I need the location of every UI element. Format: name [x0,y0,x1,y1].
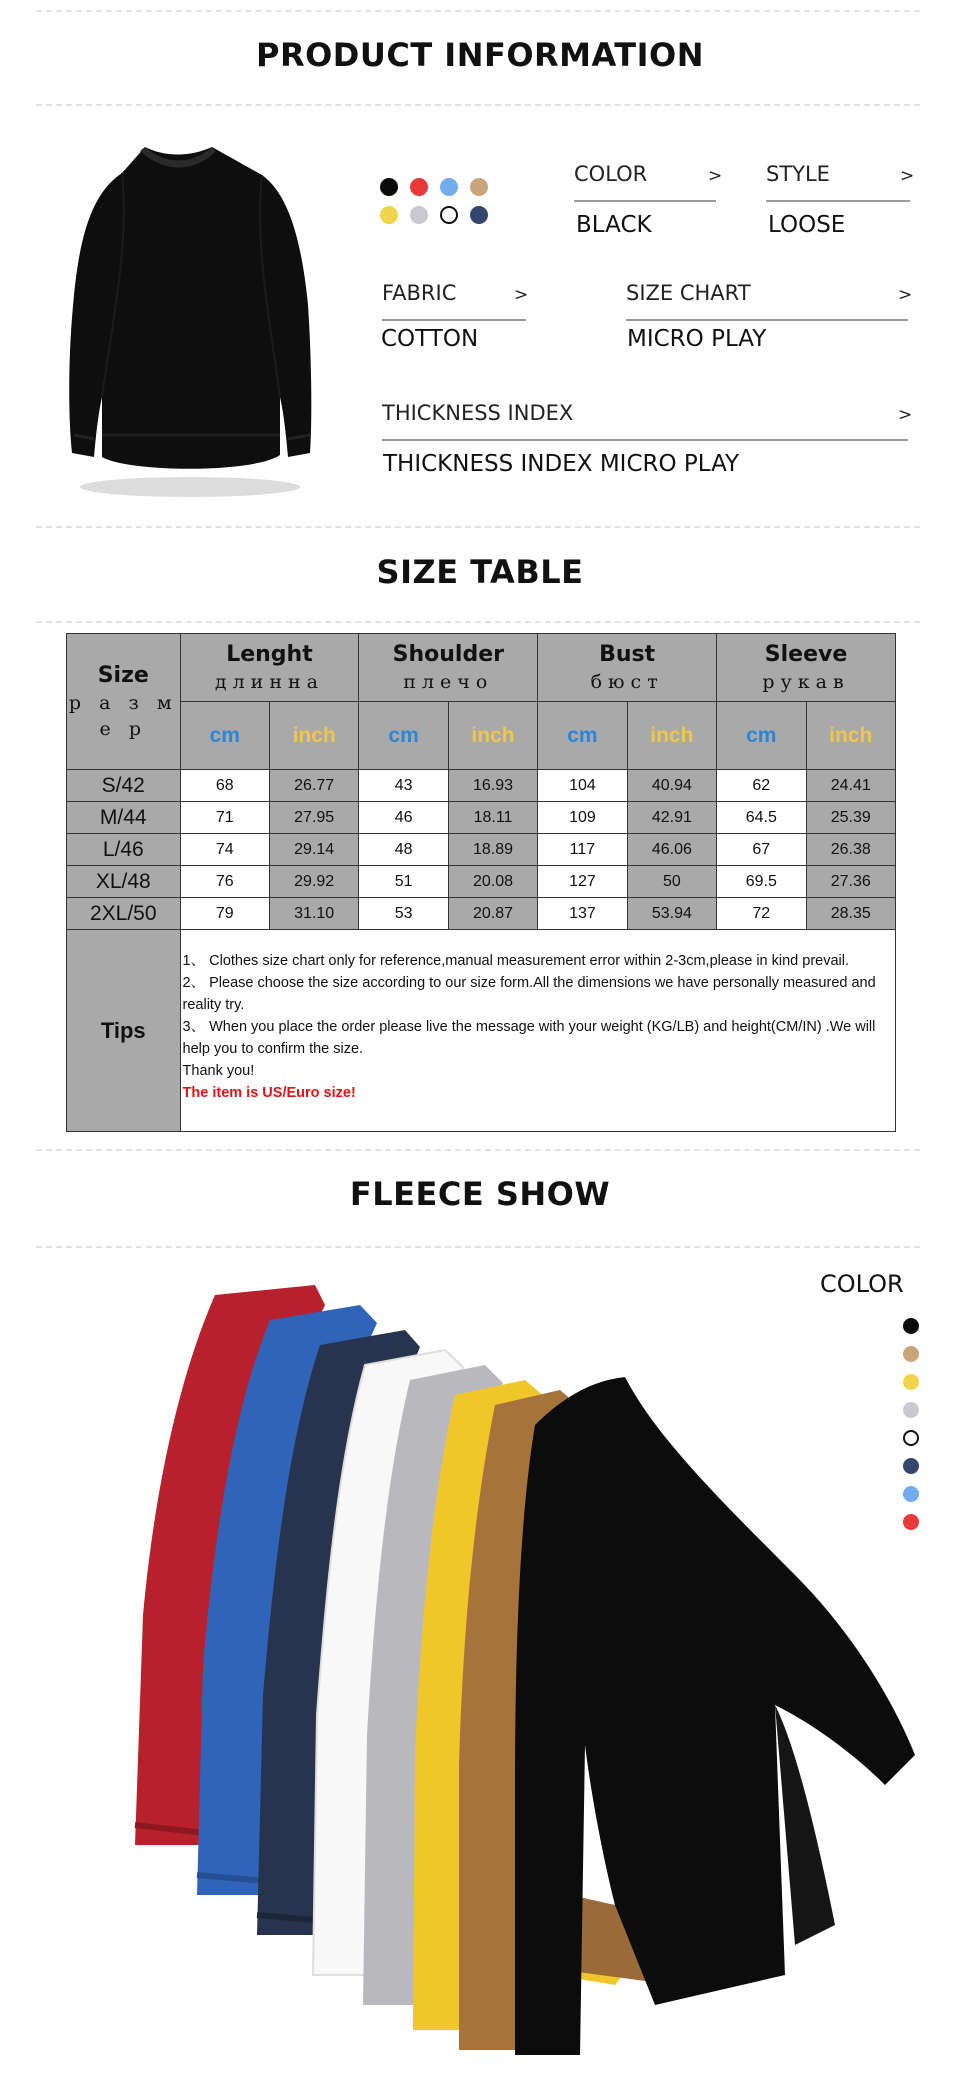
section-title-fleece-show: FLEECE SHOW [349,1175,611,1213]
thickness-value: THICKNESS INDEX MICRO PLAY [383,451,740,477]
table-cell: 51 [359,866,448,898]
group-header-en: Sleeve [764,642,848,667]
table-cell: 104 [538,770,627,802]
style-label: STYLE [766,162,830,186]
size-label: XL/48 [67,866,181,898]
group-header-en: Lenght [226,642,313,667]
table-cell: 29.14 [269,834,358,866]
color-dot-black[interactable] [903,1318,919,1334]
table-cell: 16.93 [448,770,537,802]
color-label: COLOR [574,162,648,186]
size-header-ru: е р [99,718,147,740]
table-cell: 27.36 [806,866,896,898]
swatch-khaki[interactable] [470,178,488,196]
swatch-black[interactable] [380,178,398,196]
divider [36,10,920,12]
table-row [67,898,896,930]
divider [36,526,920,528]
size-chart-value: MICRO PLAY [627,326,767,352]
table-cell: 117 [538,834,627,866]
group-header-ru: длинна [214,671,324,693]
table-cell: 43 [359,770,448,802]
unit-inch: inch [471,723,515,747]
table-cell: 68 [180,770,269,802]
group-header-ru: бюст [590,671,664,693]
table-cell: 24.41 [806,770,896,802]
tips-label: Tips [67,930,181,1132]
table-cell: 53 [359,898,448,930]
color-dot-yellow[interactable] [903,1374,919,1390]
size-label: 2XL/50 [67,898,181,930]
table-cell: 69.5 [717,866,806,898]
field-underline [766,200,910,202]
divider [36,104,920,106]
size-header-cell [67,634,181,770]
size-header-ru: р а з м [68,692,178,714]
chevron-right-icon: > [708,166,723,186]
group-header-en: Shoulder [392,642,504,667]
group-header-length [180,634,359,702]
table-cell: 46 [359,802,448,834]
chevron-right-icon: > [898,405,913,425]
group-header-sleeve [717,634,896,702]
divider [36,1246,920,1248]
tip-euro-size: The item is US/Euro size! [182,1085,356,1101]
group-header-ru: плечо [403,671,494,693]
fleece-color-label: COLOR [820,1270,904,1298]
divider [36,621,920,623]
table-cell: 18.11 [448,802,537,834]
tip-line: 3、 When you place the order please live the message with your weight (KG/LB) and height(CM/IN) .We will help you to confirm the size. [182,1019,876,1057]
field-underline [626,319,908,321]
table-cell: 109 [538,802,627,834]
size-label: S/42 [67,770,181,802]
unit-inch: inch [650,723,694,747]
size-header: Size [97,663,149,688]
tip-line: 2、 Please choose the size according to our size form.All the dimensions we have personally measured and reality try. [182,975,876,1013]
table-cell: 40.94 [627,770,716,802]
table-row [67,770,896,802]
table-cell: 26.77 [269,770,358,802]
table-cell: 53.94 [627,898,716,930]
swatch-white[interactable] [440,206,458,224]
tips-content [180,930,895,1132]
unit-inch: inch [829,723,873,747]
color-dot-gray[interactable] [903,1402,919,1418]
table-cell: 26.38 [806,834,896,866]
style-value: LOOSE [768,212,846,238]
table-cell: 25.39 [806,802,896,834]
section-title-size-table: SIZE TABLE [376,553,584,591]
group-header-en: Bust [599,642,656,667]
divider [36,1149,920,1151]
swatch-red[interactable] [410,178,428,196]
chevron-right-icon: > [898,285,913,305]
field-underline [382,319,526,321]
section-title-product-information: PRODUCT INFORMATION [255,36,705,74]
swatch-gray[interactable] [410,206,428,224]
group-header-bust [538,634,717,702]
table-row [67,834,896,866]
chevron-right-icon: > [514,285,529,305]
group-header-shoulder [359,634,538,702]
color-dot-white[interactable] [903,1430,919,1446]
table-cell: 50 [627,866,716,898]
tip-line: Thank you! [182,1063,255,1079]
table-cell: 74 [180,834,269,866]
fabric-label: FABRIC [382,281,457,305]
unit-cm: cm [746,723,777,747]
thickness-label: THICKNESS INDEX [382,401,574,425]
color-value: BLACK [576,212,652,238]
fleece-sweatshirts-image [95,1285,925,2065]
swatch-yellow[interactable] [380,206,398,224]
unit-inch: inch [292,723,336,747]
table-cell: 127 [538,866,627,898]
size-chart-label: SIZE CHART [626,281,751,305]
table-cell: 20.08 [448,866,537,898]
swatch-light-blue[interactable] [440,178,458,196]
table-cell: 20.87 [448,898,537,930]
chevron-right-icon: > [900,166,915,186]
table-cell: 79 [180,898,269,930]
table-cell: 62 [717,770,806,802]
table-cell: 76 [180,866,269,898]
table-cell: 137 [538,898,627,930]
field-underline [574,200,716,202]
swatch-navy[interactable] [470,206,488,224]
color-dot-red[interactable] [903,1514,919,1530]
color-dot-light-blue[interactable] [903,1486,919,1502]
table-cell: 28.35 [806,898,896,930]
fabric-value: COTTON [381,326,479,352]
table-cell: 29.92 [269,866,358,898]
black-sweatshirt-image [40,135,330,505]
unit-cm: cm [388,723,419,747]
table-cell: 42.91 [627,802,716,834]
size-label: L/46 [67,834,181,866]
table-row [67,802,896,834]
table-cell: 31.10 [269,898,358,930]
size-table [66,633,896,1132]
group-header-ru: рукав [762,671,850,693]
color-dot-khaki[interactable] [903,1346,919,1362]
tip-line: 1、 Clothes size chart only for reference,manual measurement error within 2-3cm,please in kind prevail. [182,953,850,969]
unit-cm: cm [567,723,598,747]
table-cell: 67 [717,834,806,866]
table-cell: 46.06 [627,834,716,866]
table-cell: 18.89 [448,834,537,866]
table-cell: 72 [717,898,806,930]
unit-cm: cm [209,723,240,747]
table-cell: 27.95 [269,802,358,834]
color-dot-navy[interactable] [903,1458,919,1474]
table-row [67,866,896,898]
field-underline [382,439,908,441]
table-cell: 64.5 [717,802,806,834]
size-label: M/44 [67,802,181,834]
table-cell: 48 [359,834,448,866]
table-cell: 71 [180,802,269,834]
